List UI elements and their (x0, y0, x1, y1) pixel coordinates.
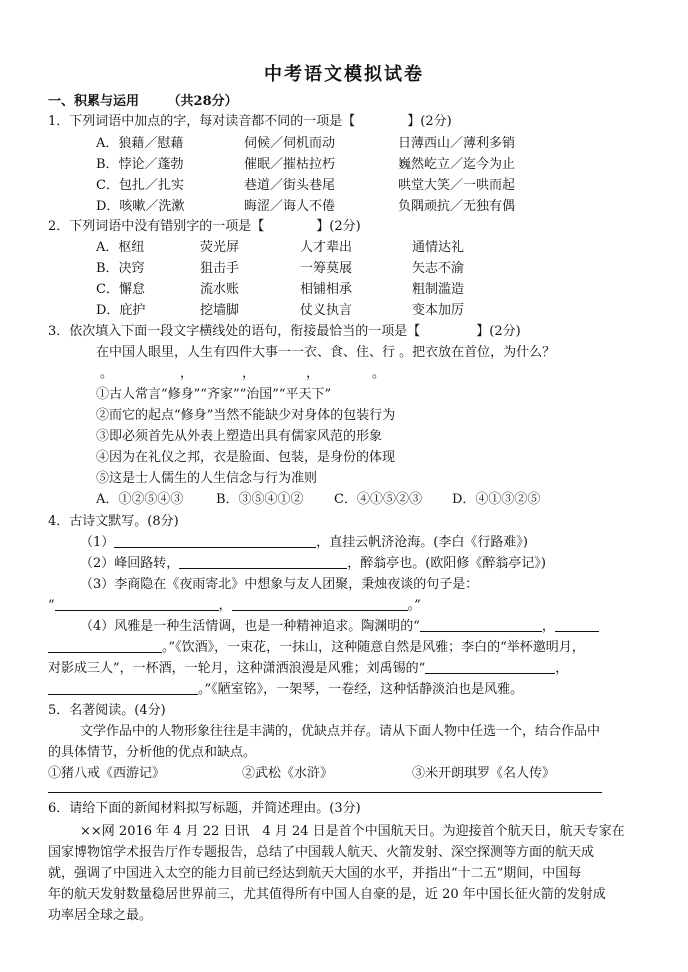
character-choice-1: ①猪八戒《西游记》 (48, 766, 166, 781)
character-choice-2: ②武松《水浒》 (242, 766, 334, 781)
option-c-col3: 哄堂大笑／一哄而起 (398, 178, 516, 193)
choice-b: B．③⑤④①② (216, 492, 304, 507)
line-text: 对影成三人”，一杯酒，一轮月，这种潇洒浪漫是风雅；刘禹锡的“ (48, 661, 426, 676)
section-points: （共28分） (167, 94, 238, 109)
option-a-col3: 日薄西山／薄利多销 (398, 136, 516, 151)
question-1-points: 】(2分) (407, 114, 452, 129)
question-6-stem: 6．请给下面的新闻材料拟写标题，并简述理由。(3分) (48, 801, 361, 816)
answer-blank[interactable] (555, 617, 599, 632)
answer-blank[interactable] (232, 596, 408, 611)
answer-blank[interactable] (48, 638, 162, 653)
line-text: 。”《饮酒》，一束花，一抹山，这种随意自然是风雅；李白的“举杯邀明月， (162, 640, 585, 655)
question-5-para-2: 的具体情节，分析他的优点和缺点。 (48, 745, 257, 760)
item-number: （1） (80, 535, 115, 550)
option-c-col1: C．包扎／扎实 (96, 178, 184, 193)
question-1-stem (48, 112, 648, 132)
choice-a: A．①②⑤④③ (96, 492, 184, 507)
blank-mark: 。 (372, 366, 386, 381)
answer-blank[interactable] (48, 680, 198, 695)
question-3-passage: 在中国人眼里，人生有四件大事一一衣、食、住、行 。把衣放在首位，为什么？ (96, 345, 556, 360)
option-d-col1: D．咳嗽／洗漱 (96, 199, 185, 214)
close-quote: 。” (407, 598, 421, 613)
question-2-points: 】(2分) (316, 219, 361, 234)
option-c-col1: C．懈怠 (96, 282, 145, 297)
blank-mark: ， (242, 366, 256, 381)
question-4-line-1 (80, 533, 648, 553)
answer-line[interactable] (48, 792, 602, 793)
option-b-col1: B．悖论／蓬勃 (96, 157, 184, 172)
answer-blank[interactable] (55, 596, 219, 611)
option-d-col4: 变本加厉 (412, 303, 465, 318)
sentence-item-2: ②而它的起点“修身”当然不能缺少对身体的包装行为 (96, 408, 396, 423)
line-text: （2）峰回路转， (80, 556, 180, 571)
question-3-stem (48, 322, 648, 342)
question-5-para-1: 文学作品中的人物形象往往是丰满的，优缺点并存。请从下面人物中任选一个，结合作品中 (80, 724, 601, 739)
option-b-col1: B．决窍 (96, 261, 145, 276)
answer-blank[interactable] (420, 617, 542, 632)
open-quote: “ (48, 598, 55, 613)
option-d-col3: 仗义执言 (300, 303, 353, 318)
sentence-item-5: ⑤这是士人儒生的人生信念与行为准则 (96, 471, 318, 486)
option-d-col1: D．庇护 (96, 303, 146, 318)
option-b-col4: 矢志不渝 (412, 261, 465, 276)
blank-mark: ， (306, 366, 320, 381)
blank-mark: ， (180, 366, 194, 381)
question-2-text: 2．下列词语中没有错别字的一项是【 (48, 219, 265, 234)
choice-c: C．④①⑤②③ (334, 492, 422, 507)
option-a-col2: 荧光屏 (200, 240, 240, 255)
sentence-item-3: ③即必须首先从外表上塑造出具有儒家风范的形象 (96, 429, 383, 444)
line-text: 。”《陋室铭》，一架琴，一卷经，这种恬静淡泊也是风雅。 (198, 682, 524, 697)
answer-blank[interactable] (425, 659, 555, 674)
option-b-col3: 一筹莫展 (300, 261, 353, 276)
option-a-col1: A．枢纽 (96, 240, 145, 255)
line-text: ，直挂云帆济沧海。(李白《行路难》) (316, 535, 528, 550)
comma: ， (541, 619, 555, 634)
question-3-text: 3．依次填入下面一段文字横线处的语句，衔接最恰当的一项是【 (48, 324, 421, 339)
option-b-col2: 狙击手 (200, 261, 240, 276)
option-a-col3: 人才辈出 (300, 240, 353, 255)
option-b-col2: 催眠／摧枯拉朽 (244, 157, 336, 172)
option-a-col4: 通情达礼 (412, 240, 465, 255)
question-4-line-4 (80, 617, 648, 637)
option-d-col3: 负隅顽抗／无独有偶 (398, 199, 516, 214)
comma: ， (555, 661, 569, 676)
sentence-item-1: ①古人常言“修身”“齐家”“治国”“平天下” (96, 387, 332, 402)
news-line-4: 年的航天发射数量稳居世界前三，尤其值得所有中国人自豪的是，近 20 年中国长征火箭的发射成 (48, 887, 606, 902)
section-heading (48, 92, 648, 112)
question-4-line-2 (80, 554, 648, 574)
option-a-col1: A．狼藉／慰藉 (96, 136, 184, 151)
answer-blank[interactable] (114, 533, 316, 548)
option-b-col3: 巍然屹立／迄今为止 (398, 157, 516, 172)
line-text: （4）风雅是一种生活情调，也是一种精神追求。陶渊明的“ (80, 619, 420, 634)
question-1-text: 1．下列词语中加点的字，每对读音都不同的一项是【 (48, 114, 356, 129)
blank-mark: 。 (100, 366, 114, 381)
question-4-line-6 (48, 659, 648, 679)
question-5-stem: 5．名著阅读。(4分) (48, 703, 166, 718)
option-d-col2: 挖墙脚 (200, 303, 240, 318)
question-2-stem (48, 217, 648, 237)
option-a-col2: 伺候／伺机而动 (244, 136, 336, 151)
question-4-line-5 (48, 638, 648, 658)
news-line-5: 功率居全球之最。 (48, 908, 153, 923)
line-text: ，醉翁亭也。(欧阳修《醉翁亭记》) (347, 556, 546, 571)
question-3-points: 】(2分) (476, 324, 521, 339)
answer-blank[interactable] (179, 554, 347, 569)
news-line-2: 国家博物馆学术报告厅作专题报告，总结了中国载人航天、火箭发射、深空探测等方面的航天成 (48, 845, 595, 860)
news-line-1: ××网 2016 年 4 月 22 日讯 4 月 24 日是首个中国航天日。为迎接首个航天日，航天专家在 (80, 824, 625, 839)
news-line-3: 就，强调了中国进入太空的能力目前已经达到航天大国的水平，并指出“十二五”期间，中国每 (48, 866, 582, 881)
question-4-line-3: （3）李商隐在《夜雨寄北》中想象与友人团聚，秉烛夜谈的句子是： (80, 577, 479, 592)
option-c-col2: 流水账 (200, 282, 240, 297)
character-choice-3: ③米开朗琪罗《名人传》 (412, 766, 556, 781)
choice-d: D．④①③②⑤ (452, 492, 541, 507)
sentence-item-4: ④因为在礼仪之邦，衣是脸面、包装，是身份的体现 (96, 450, 396, 465)
option-c-col4: 粗制滥造 (412, 282, 465, 297)
option-c-col2: 巷道／街头巷尾 (244, 178, 336, 193)
question-4-stem: 4．古诗文默写。(8分) (48, 514, 179, 529)
section-title: 一、积累与运用 (48, 94, 140, 109)
comma: ， (218, 598, 232, 613)
question-4-line-3-answer (48, 596, 648, 616)
page-title: 中考语文模拟试卷 (264, 64, 424, 85)
option-d-col2: 晦涩／诲人不倦 (244, 199, 336, 214)
question-4-line-7 (48, 680, 648, 700)
option-c-col3: 相铺相承 (300, 282, 353, 297)
